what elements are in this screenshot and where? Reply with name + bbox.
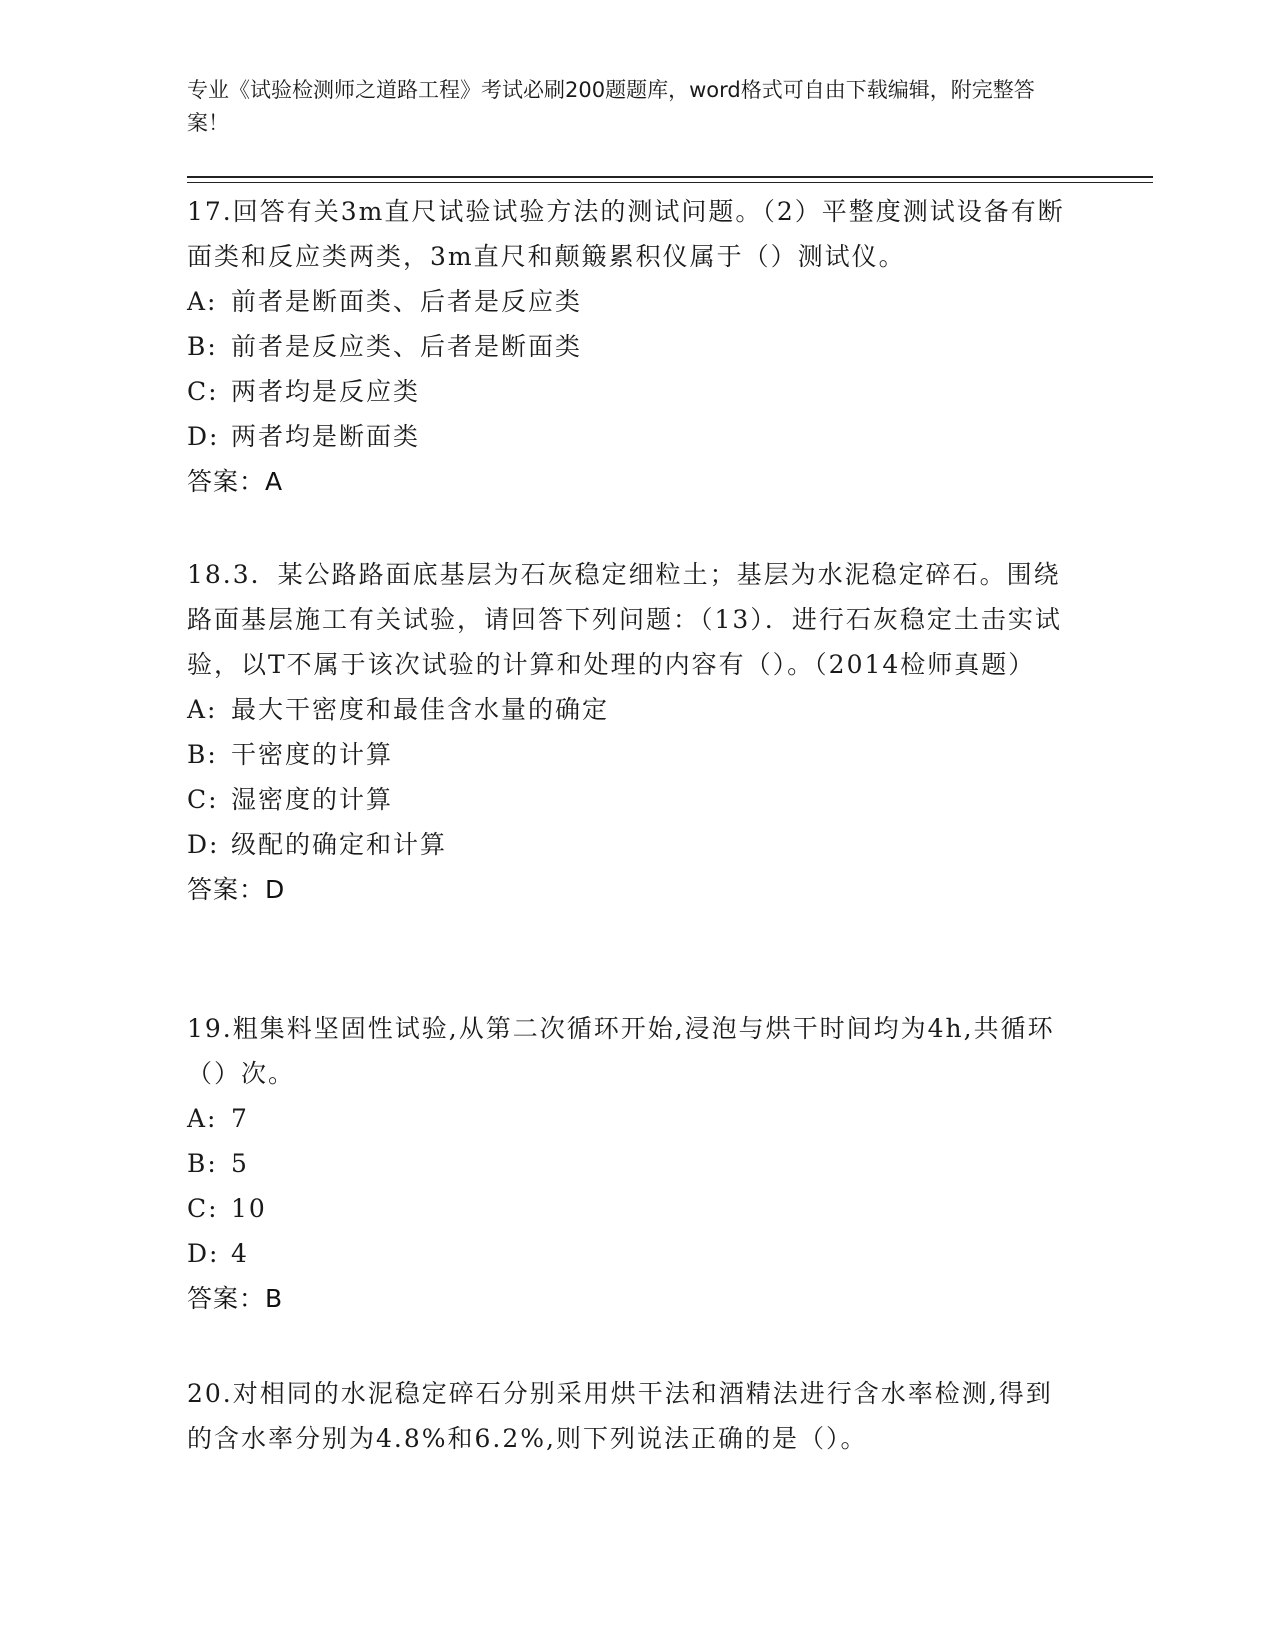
option-b xyxy=(187,324,1077,369)
option-text: 干密度的计算 xyxy=(231,740,394,769)
option-key: C: xyxy=(187,1194,219,1223)
option-text: 前者是断面类、后者是反应类 xyxy=(231,287,583,316)
option-text: 级配的确定和计算 xyxy=(231,830,448,859)
question-20 xyxy=(187,1371,1077,1461)
question-18 xyxy=(187,552,1077,912)
document-header: 专业《试验检测师之道路工程》考试必刷200题题库，word格式可自由下载编辑，附完整答案！ xyxy=(187,78,1035,135)
question-stem: 18.3．某公路路面底基层为石灰稳定细粒土；基层为水泥稳定碎石。围绕路面基层施工有关试验，请回答下列问题：（13）．进行石灰稳定土击实试验，以T不属于该次试验的计算和处理的内容有（）。（2014检师真题） xyxy=(187,560,1062,679)
option-text: 两者均是断面类 xyxy=(231,422,421,451)
option-key: A: xyxy=(187,287,218,316)
option-a xyxy=(187,1096,1077,1141)
option-d xyxy=(187,414,1077,459)
option-text: 7 xyxy=(231,1104,249,1133)
option-text: 10 xyxy=(231,1194,267,1223)
option-text: 最大干密度和最佳含水量的确定 xyxy=(231,695,610,724)
header-divider xyxy=(187,176,1153,178)
answer-line: 答案：D xyxy=(187,875,286,904)
option-c xyxy=(187,1186,1077,1231)
option-c xyxy=(187,777,1077,822)
option-key: D: xyxy=(187,422,220,451)
option-key: C: xyxy=(187,377,219,406)
option-d xyxy=(187,1231,1077,1276)
option-b xyxy=(187,1141,1077,1186)
question-stem: 19.粗集料坚固性试验,从第二次循环开始,浸泡与烘干时间均为4h,共循环（）次。 xyxy=(187,1014,1055,1088)
option-key: B: xyxy=(187,332,218,361)
answer-line: 答案：B xyxy=(187,1284,284,1313)
option-key: D: xyxy=(187,830,220,859)
option-text: 前者是反应类、后者是断面类 xyxy=(231,332,583,361)
question-stem: 17.回答有关3m直尺试验试验方法的测试问题。（2）平整度测试设备有断面类和反应类两类，3m直尺和颠簸累积仪属于（）测试仪。 xyxy=(187,197,1065,271)
option-key: B: xyxy=(187,1149,218,1178)
option-a xyxy=(187,687,1077,732)
option-key: B: xyxy=(187,740,218,769)
header-divider-thin xyxy=(187,182,1153,183)
question-19 xyxy=(187,1006,1077,1321)
option-text: 两者均是反应类 xyxy=(231,377,421,406)
option-text: 湿密度的计算 xyxy=(231,785,394,814)
option-text: 5 xyxy=(231,1149,249,1178)
option-b xyxy=(187,732,1077,777)
question-stem: 20.对相同的水泥稳定碎石分别采用烘干法和酒精法进行含水率检测,得到的含水率分别为4.8%和6.2%,则下列说法正确的是（）。 xyxy=(187,1379,1053,1453)
option-key: D: xyxy=(187,1239,220,1268)
answer-line: 答案：A xyxy=(187,467,284,496)
option-d xyxy=(187,822,1077,867)
option-c xyxy=(187,369,1077,414)
option-key: A: xyxy=(187,1104,218,1133)
option-key: A: xyxy=(187,695,218,724)
question-17 xyxy=(187,189,1077,504)
option-key: C: xyxy=(187,785,219,814)
option-a xyxy=(187,279,1077,324)
option-text: 4 xyxy=(231,1239,249,1268)
